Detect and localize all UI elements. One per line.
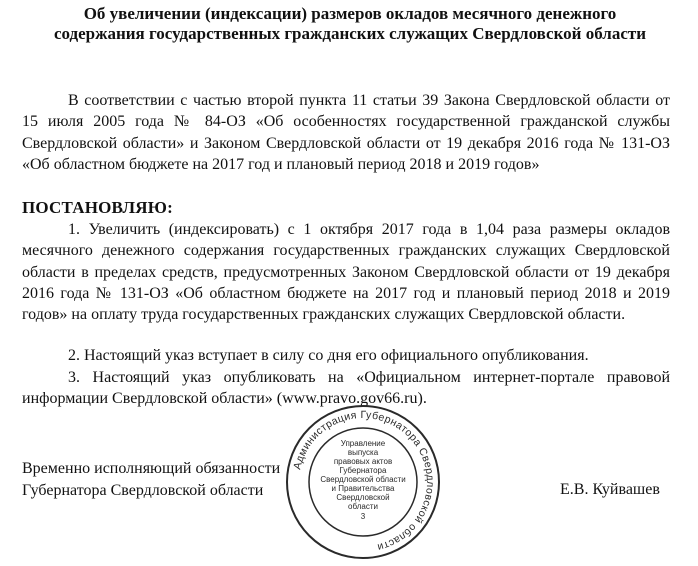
item-1-paragraph: 1. Увеличить (индексировать) с 1 октября 2017 года в 1,04 раза размеры окладов месячного денежного содержания государственных гражданских служащих Свердловской области в пределах средств, предусмотренных Законом Свердловской области от 19 декабря 2016 года № 131-ОЗ «Об областном бюджете на 2017 год и плановый период 2018 и 2019 годов» на оплату труда государственных гражданских служащих Свердловской области. [22, 221, 670, 324]
signatory-position-line-2: Губернатора Свердловской области [22, 482, 264, 499]
item-3-paragraph: 3. Настоящий указ опубликовать на «Официальном интернет-портале правовой информации Свердловской области» (www.pravo.gov66.ru). [22, 369, 670, 408]
signatory-name: Е.В. Куйвашев [560, 481, 660, 498]
seal-center-line: правовых актов [333, 457, 393, 466]
preamble-paragraph: В соответствии с частью второй пункта 11 статьи 39 Закона Свердловской области от 15 июля 2005 года № 84-ОЗ «Об особенностях государственной гражданской службы Свердловской области» и Законом Свердловской области от 19 декабря 2016 года № 131-ОЗ «Об областном бюджете на 2017 год и плановый период 2018 и 2019 годов» [22, 92, 670, 173]
seal-center-line: и Правительства [331, 484, 395, 493]
seal-center-line: 3 [360, 512, 366, 521]
seal-center-line: выпуска [347, 448, 379, 457]
seal-ring-text: Администрация Губернатора Свердловской области [291, 408, 437, 554]
signatory-position-line-1: Временно исполняющий обязанности [22, 460, 281, 477]
seal-center-line: Губернатора [339, 466, 387, 475]
title-line-1: Об увеличении (индексации) размеров окладов месячного денежного [83, 4, 617, 23]
seal-graphic [285, 404, 441, 560]
seal-center-line: Свердловской области [320, 475, 406, 484]
document-title [10, 4, 690, 44]
official-seal-stamp [285, 404, 441, 560]
seal-center-line: Свердловской [336, 493, 390, 502]
seal-center-line: области [348, 502, 378, 511]
decree-heading: ПОСТАНОВЛЯЮ: [22, 198, 173, 217]
seal-center-line: Управление [340, 439, 386, 448]
seal-center-text [320, 439, 405, 521]
item-2-paragraph: 2. Настоящий указ вступает в силу со дня его официального опубликования. [68, 347, 589, 364]
title-line-2: содержания государственных гражданских служащих Свердловской области [53, 24, 647, 43]
